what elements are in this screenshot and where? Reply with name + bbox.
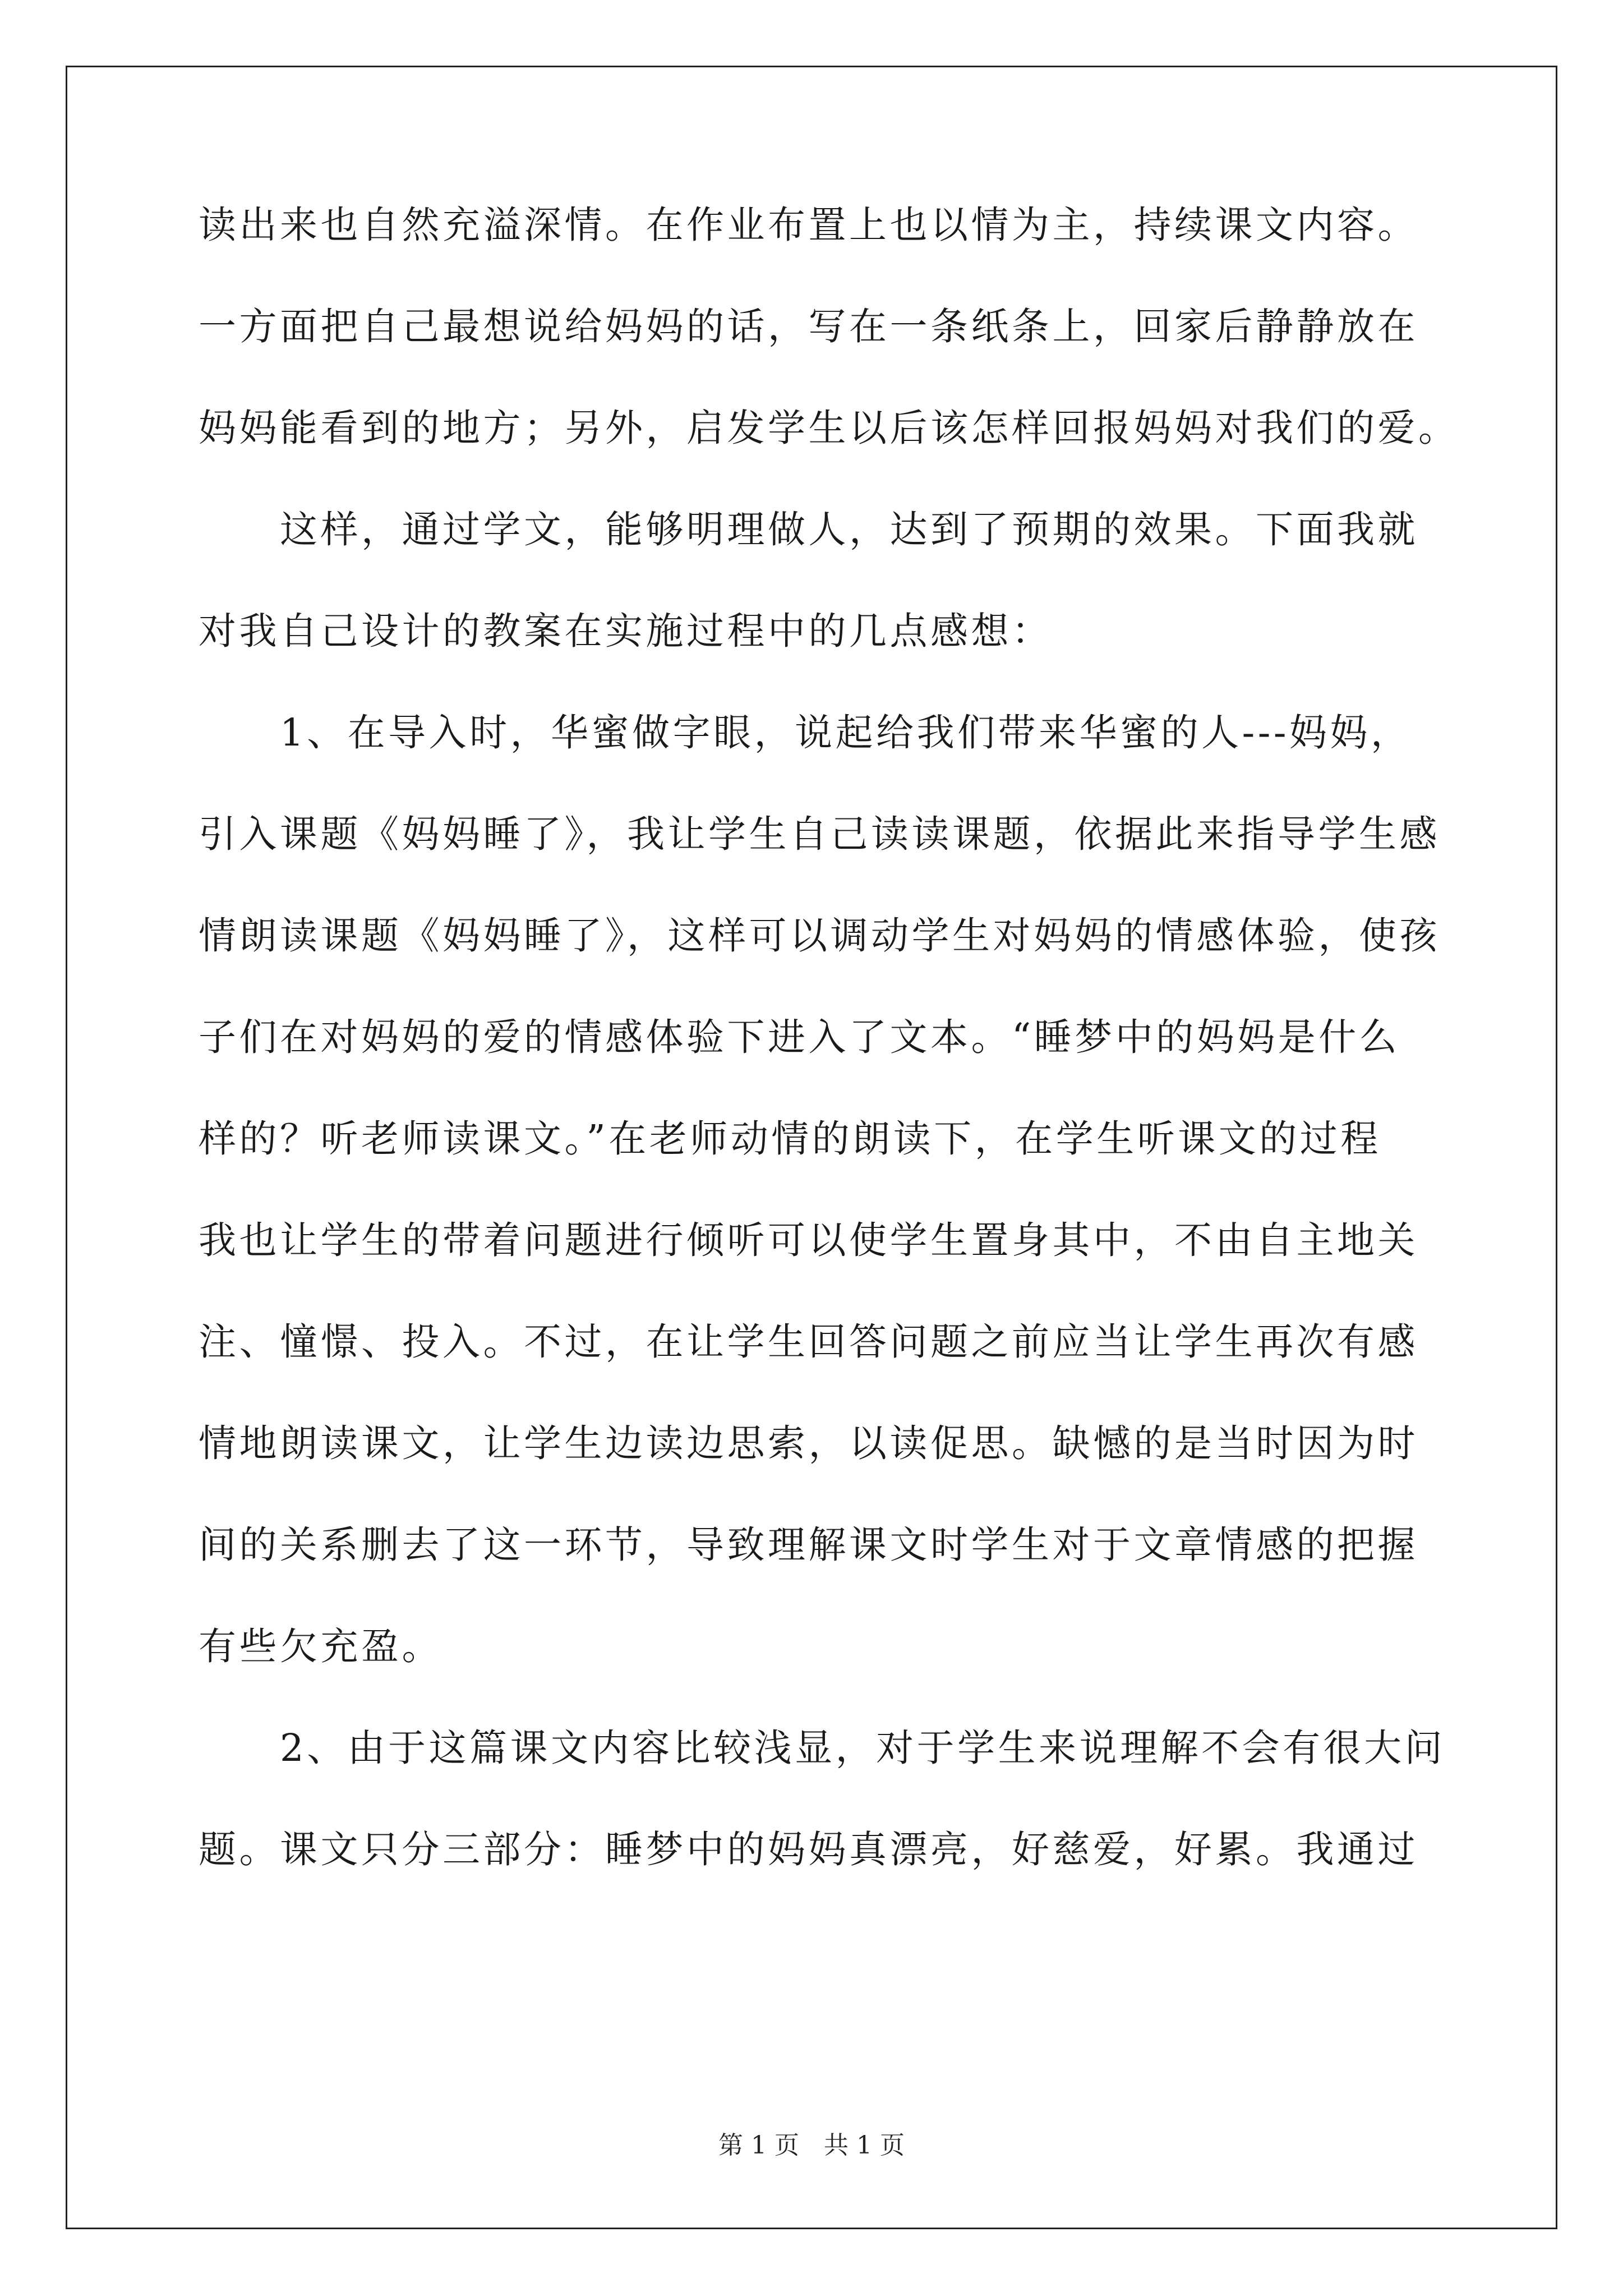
text-line: 情地朗读课文，让学生边读边思索，以读促思。缺憾的是当时因为时: [199, 1421, 1418, 1465]
text-line: 妈妈能看到的地方；另外，启发学生以后该怎样回报妈妈对我们的爱。: [199, 406, 1459, 450]
text-line: 情朗读课题《妈妈睡了》，这样可以调动学生对妈妈的情感体验，使孩: [199, 914, 1440, 958]
text-line: 样的？听老师读课文。”在老师动情的朗读下，在学生听课文的过程: [199, 1117, 1381, 1161]
text-line: 注、憧憬、投入。不过，在让学生回答问题之前应当让学生再次有感: [199, 1320, 1418, 1364]
text-line: 引入课题《妈妈睡了》，我让学生自己读读课题，依据此来指导学生感: [199, 812, 1440, 856]
text-line: 对我自己设计的教案在实施过程中的几点感想：: [199, 609, 1053, 653]
text-line: 我也让学生的带着问题进行倾听可以使学生置身其中，不由自主地关: [199, 1218, 1418, 1262]
text-line: 1、在导入时，华蜜做字眼，说起给我们带来华蜜的人---妈妈，: [199, 711, 1412, 754]
text-line: 这样，通过学文，能够明理做人，达到了预期的效果。下面我就: [199, 508, 1418, 551]
text-line: 间的关系删去了这一环节，导致理解课文时学生对于文章情感的把握: [199, 1523, 1418, 1567]
text-line: 有些欠充盈。: [199, 1625, 442, 1668]
text-line: 读出来也自然充溢深情。在作业布置上也以情为主，持续课文内容。: [199, 203, 1418, 247]
text-line: 2、由于这篇课文内容比较浅显，对于学生来说理解不会有很大问: [199, 1726, 1446, 1770]
page-number: 第 1 页 共 1 页: [718, 2131, 905, 2160]
text-line: 一方面把自己最想说给妈妈的话，写在一条纸条上，回家后静静放在: [199, 305, 1418, 348]
text-line: 子们在对妈妈的爱的情感体验下进入了文本。“睡梦中的妈妈是什么: [199, 1015, 1400, 1059]
text-line: 题。课文只分三部分：睡梦中的妈妈真漂亮，好慈爱，好累。我通过: [199, 1828, 1418, 1871]
